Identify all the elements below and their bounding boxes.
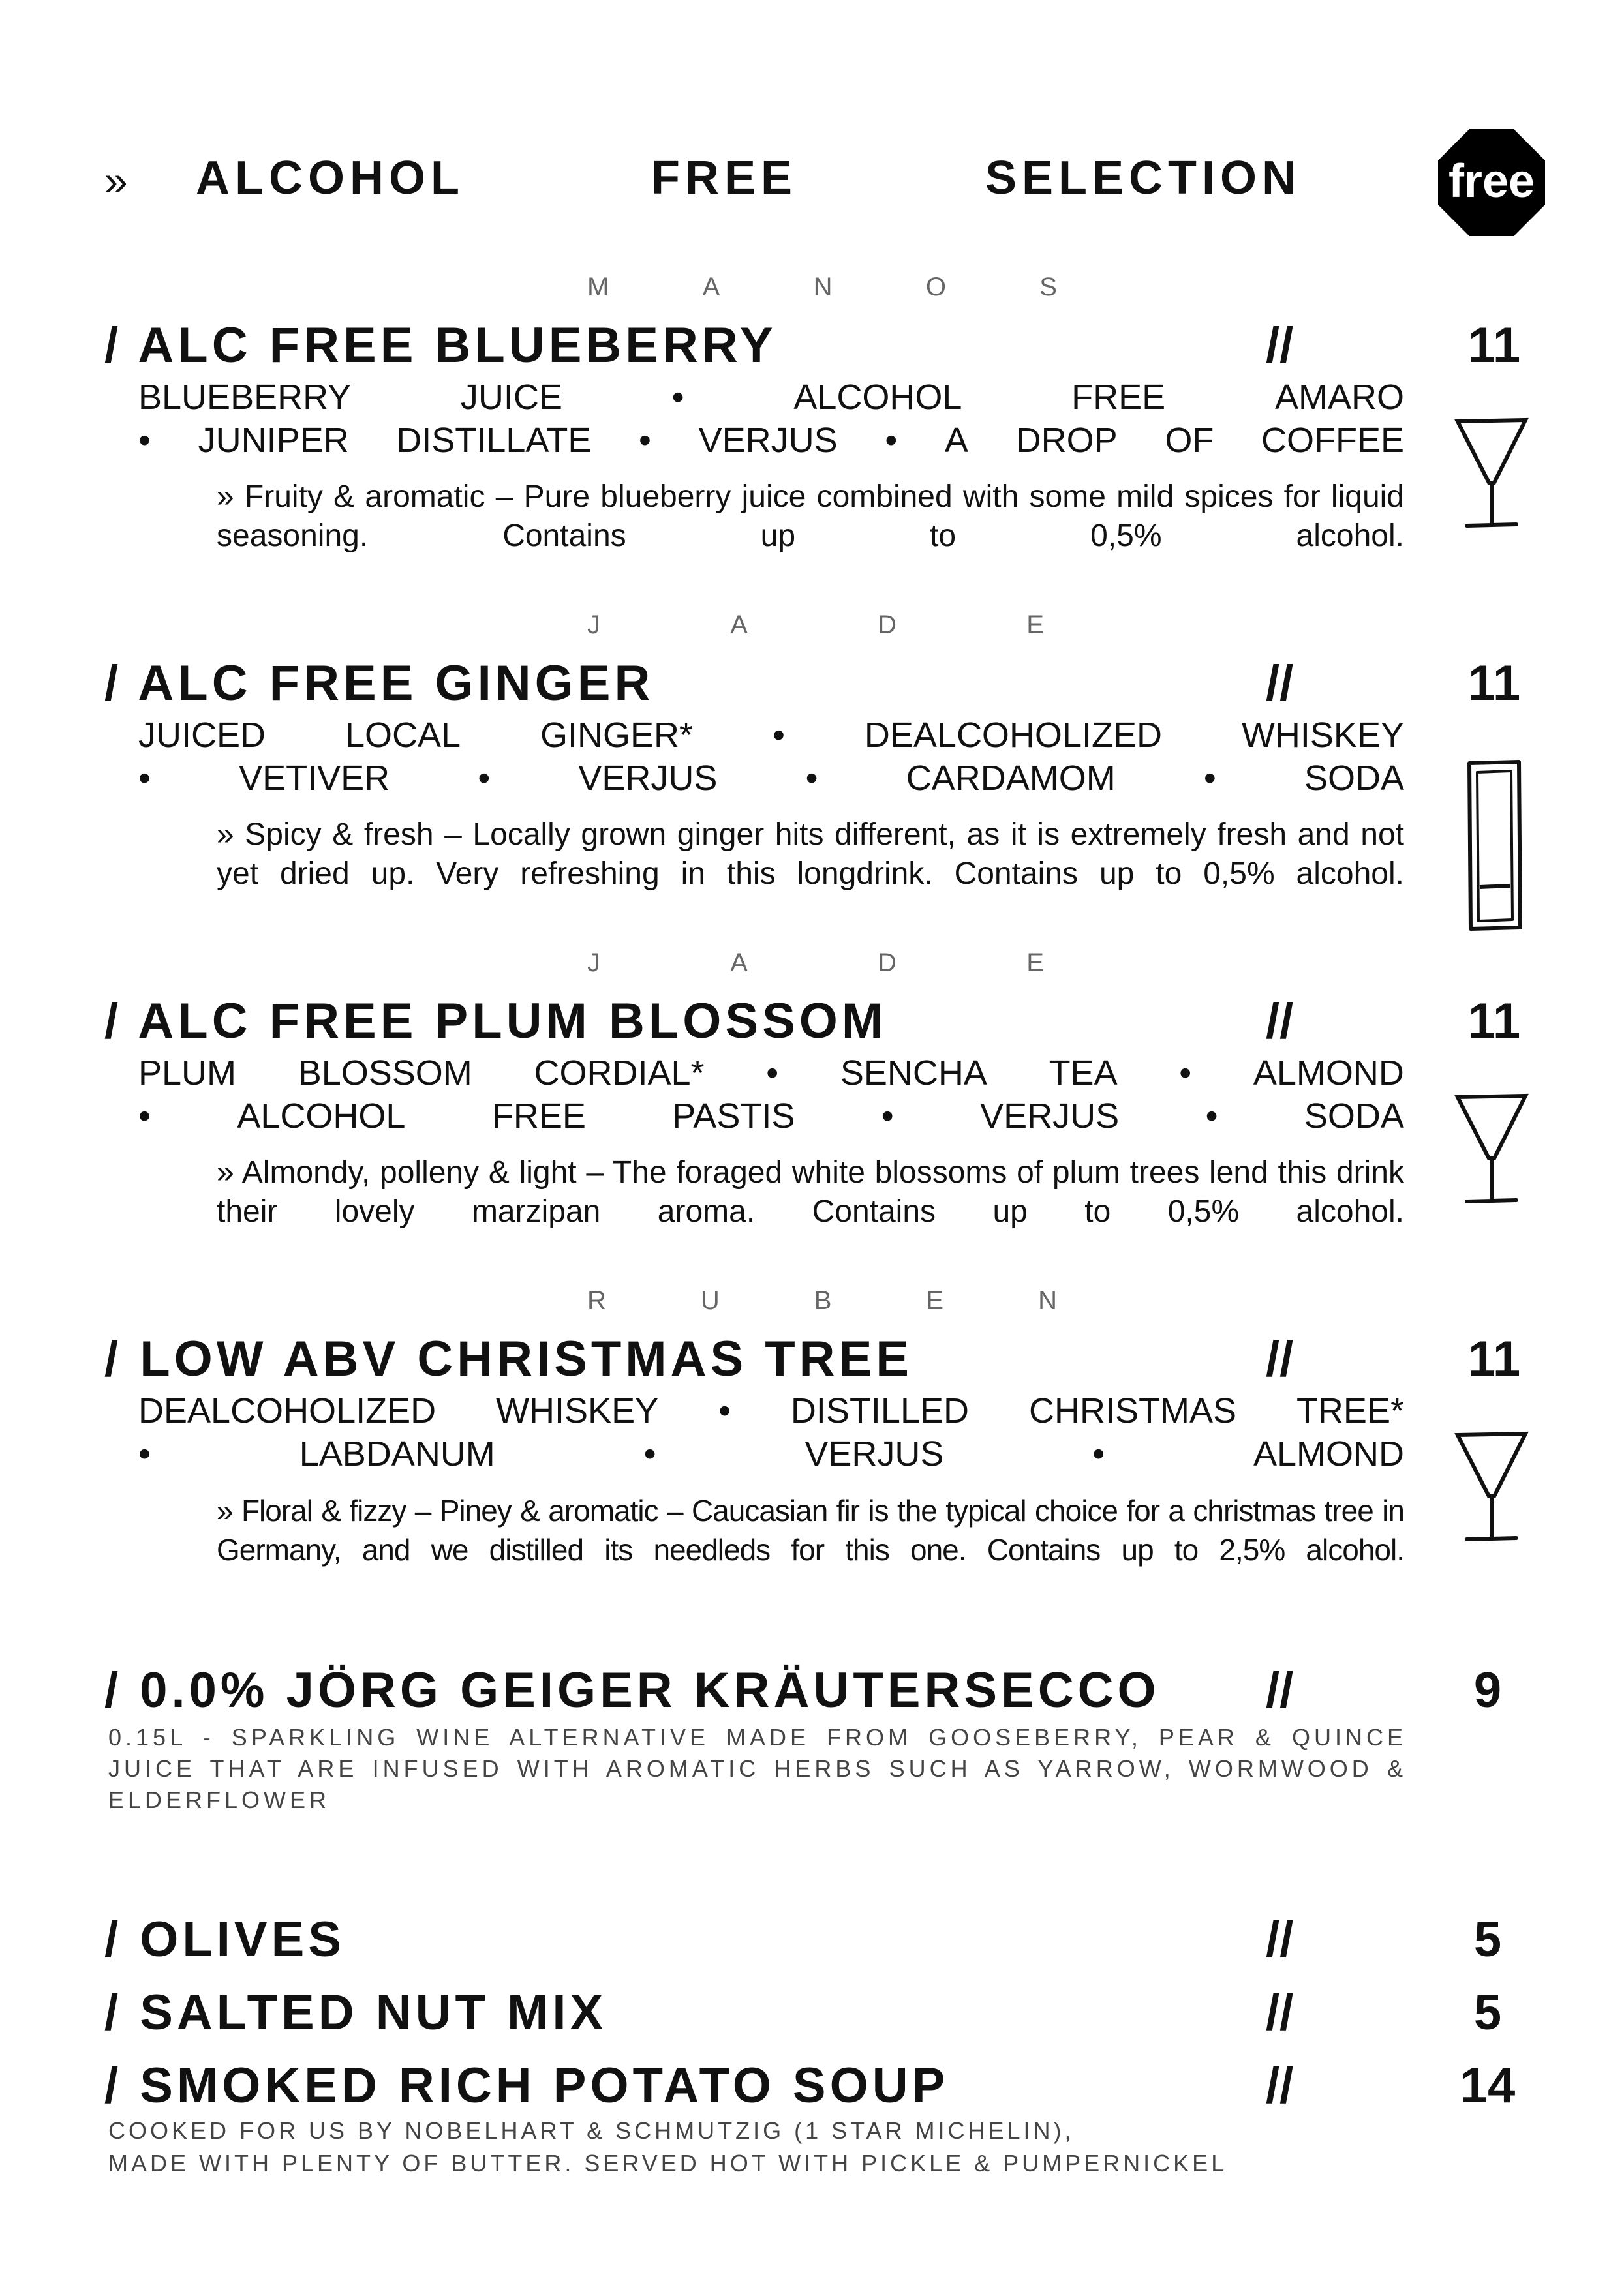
highball-glass-icon: [1463, 757, 1528, 936]
price-separator: //: [1266, 1663, 1294, 1718]
soup-note: [108, 2115, 1227, 2180]
bullet: •: [805, 759, 818, 798]
ingredient: BLOSSOM: [298, 1053, 472, 1093]
bartender-letter: E: [926, 1286, 944, 1315]
bullet: •: [671, 378, 684, 417]
bartender-letter: E: [1026, 611, 1044, 639]
ingredient: DISTILLATE: [396, 421, 592, 460]
snack-title-nut-mix: / SALTED NUT MIX: [104, 1985, 607, 2040]
ingredient: CORDIAL*: [534, 1053, 705, 1093]
header-arrow: »: [104, 157, 128, 204]
bullet: •: [639, 421, 651, 460]
cocktail-description-2: » Spicy & fresh – Locally grown ginger hits different, as it is extremely fresh and not yet dried up. Very refreshing in this longdrink. Contains up to 0,5% alcohol.: [217, 817, 1404, 891]
ingredient: WHISKEY: [496, 1391, 659, 1430]
bartender-name-1: [587, 273, 1057, 302]
ingredient: VERJUS: [804, 1434, 944, 1473]
bullet: •: [643, 1434, 656, 1473]
ingredient: LABDANUM: [299, 1434, 495, 1473]
cocktail-price-1: 11: [1467, 318, 1521, 373]
bullet: •: [1179, 1053, 1192, 1093]
bullet: •: [478, 759, 491, 798]
price-separator: //: [1266, 1985, 1294, 2040]
ingredients-row-2b: [138, 758, 1404, 798]
bartender-letter: E: [1026, 948, 1044, 977]
ingredient: OF: [1165, 421, 1214, 460]
ingredient: GINGER*: [540, 716, 694, 755]
cocktail-title-2: / ALC FREE GINGER: [104, 656, 654, 711]
secco-title: / 0.0% JÖRG GEIGER KRÄUTERSECCO: [104, 1663, 1160, 1718]
ingredient: DROP: [1015, 421, 1118, 460]
price-separator: //: [1266, 318, 1294, 373]
ingredient: VERJUS: [980, 1096, 1120, 1136]
snack-title-potato-soup: / SMOKED RICH POTATO SOUP: [104, 2058, 949, 2113]
ingredient: TREE*: [1296, 1391, 1404, 1430]
ingredient: DEALCOHOLIZED: [864, 716, 1162, 755]
bullet: •: [773, 716, 785, 755]
ingredient: ALMOND: [1253, 1053, 1404, 1093]
ingredient: PASTIS: [672, 1096, 795, 1136]
bartender-letter: D: [878, 948, 897, 977]
martini-glass-icon: [1452, 1428, 1531, 1549]
ingredients-row-3b: [138, 1096, 1404, 1136]
ingredient: FREE: [1071, 378, 1166, 417]
ingredient: PLUM: [138, 1053, 237, 1093]
ingredients-row-1b: [138, 420, 1404, 461]
bullet: •: [1205, 1096, 1218, 1136]
bartender-letter: J: [587, 948, 600, 977]
bartender-letter: A: [702, 273, 720, 301]
martini-glass-icon: [1452, 1091, 1531, 1211]
bartender-letter: N: [813, 273, 833, 301]
ingredients-row-3a: [138, 1053, 1404, 1093]
bullet: •: [1203, 759, 1216, 798]
price-separator: //: [1266, 993, 1294, 1049]
bartender-letter: M: [587, 273, 609, 301]
bartender-name-2: [587, 611, 1044, 640]
bullet: •: [138, 1096, 151, 1136]
free-badge-text: free: [1448, 155, 1535, 207]
ingredient: ALCOHOL: [793, 378, 962, 417]
cocktail-price-2: 11: [1467, 656, 1521, 711]
ingredient: SENCHA: [840, 1053, 987, 1093]
ingredient: ALCOHOL: [237, 1096, 406, 1136]
ingredient: BLUEBERRY: [138, 378, 352, 417]
price-separator: //: [1266, 1912, 1294, 1967]
ingredient: DISTILLED: [790, 1391, 970, 1430]
bartender-letter: B: [814, 1286, 832, 1315]
ingredient: JUICE: [460, 378, 562, 417]
ingredient: ALMOND: [1253, 1434, 1404, 1473]
price-separator: //: [1266, 2058, 1294, 2113]
bullet: •: [718, 1391, 731, 1430]
ingredient: CHRISTMAS: [1028, 1391, 1236, 1430]
bartender-letter: A: [730, 611, 748, 639]
soup-note-line-2: MADE WITH PLENTY OF BUTTER. SERVED HOT WITH PICKLE & PUMPERNICKEL: [108, 2150, 1228, 2177]
bartender-letter: O: [925, 273, 946, 301]
ingredient: COFFEE: [1261, 421, 1404, 460]
ingredient: JUICED: [138, 716, 266, 755]
ingredient: DEALCOHOLIZED: [138, 1391, 437, 1430]
bartender-name-4: [587, 1286, 1057, 1316]
free-badge-icon: [1438, 129, 1545, 236]
snack-price-olives: 5: [1473, 1912, 1502, 1967]
ingredient: TEA: [1049, 1053, 1118, 1093]
bullet: •: [138, 1434, 151, 1473]
ingredient: VERJUS: [698, 421, 838, 460]
cocktail-description-3: » Almondy, polleny & light – The foraged white blossoms of plum trees lend this drink their lovely marzipan aroma. Contains up to 0,5% alcohol.: [217, 1155, 1404, 1229]
bartender-letter: U: [700, 1286, 720, 1315]
price-separator: //: [1266, 1331, 1294, 1387]
cocktail-title-1: / ALC FREE BLUEBERRY: [104, 318, 777, 373]
ingredient: CARDAMOM: [906, 759, 1116, 798]
ingredient: AMARO: [1274, 378, 1404, 417]
cocktail-price-3: 11: [1467, 993, 1521, 1049]
bartender-letter: S: [1039, 273, 1057, 301]
bullet: •: [1092, 1434, 1105, 1473]
ingredient: JUNIPER: [198, 421, 349, 460]
ingredient: SODA: [1304, 759, 1404, 798]
bartender-letter: A: [730, 948, 748, 977]
ingredients-row-4b: [138, 1434, 1404, 1474]
ingredient: A: [944, 421, 968, 460]
bullet: •: [138, 421, 151, 460]
secco-description: 0.15L - SPARKLING WINE ALTERNATIVE MADE FROM GOOSEBERRY, PEAR & QUINCE JUICE THAT ARE INFUSED WITH AROMATIC HERBS SUCH AS YARROW, WORMWOOD & ELDERFLOWER: [108, 1724, 1407, 1813]
bullet: •: [885, 421, 898, 460]
bartender-letter: R: [587, 1286, 606, 1315]
cocktail-title-3: / ALC FREE PLUM BLOSSOM: [104, 993, 887, 1049]
ingredient: FREE: [491, 1096, 586, 1136]
ingredient: LOCAL: [345, 716, 461, 755]
snack-price-potato-soup: 14: [1460, 2058, 1516, 2113]
bartender-letter: J: [587, 611, 600, 639]
ingredients-row-1a: [138, 377, 1404, 417]
ingredient: SODA: [1304, 1096, 1404, 1136]
secco-price: 9: [1473, 1663, 1502, 1718]
header-word-alcohol: ALCOHOL: [196, 152, 465, 204]
cocktail-price-4: 11: [1467, 1331, 1521, 1387]
price-separator: //: [1266, 656, 1294, 711]
ingredient: VETIVER: [239, 759, 390, 798]
cocktail-description-4: » Floral & fizzy – Piney & aromatic – Caucasian fir is the typical choice for a christmas tree in Germany, and we distilled its needleds for this one. Contains up to 2,5% alcohol.: [217, 1494, 1404, 1567]
cocktail-description-1: » Fruity & aromatic – Pure blueberry juice combined with some mild spices for liquid seasoning. Contains up to 0,5% alcohol.: [217, 479, 1404, 553]
header-word-selection: SELECTION: [985, 152, 1302, 204]
martini-glass-icon: [1452, 415, 1531, 536]
soup-note-line-1: COOKED FOR US BY NOBELHART & SCHMUTZIG (1 STAR MICHELIN),: [108, 2117, 1075, 2144]
bartender-name-3: [587, 948, 1044, 978]
ingredient: VERJUS: [578, 759, 718, 798]
bartender-letter: N: [1038, 1286, 1057, 1315]
header-word-free: FREE: [651, 152, 798, 204]
snack-title-olives: / OLIVES: [104, 1912, 345, 1967]
bullet: •: [138, 759, 151, 798]
bartender-letter: D: [878, 611, 897, 639]
ingredients-row-2a: [138, 715, 1404, 755]
cocktail-title-4: / LOW ABV CHRISTMAS TREE: [104, 1331, 913, 1387]
ingredient: WHISKEY: [1241, 716, 1404, 755]
ingredients-row-4a: [138, 1391, 1404, 1431]
bullet: •: [881, 1096, 894, 1136]
snack-price-nut-mix: 5: [1473, 1985, 1502, 2040]
bullet: •: [766, 1053, 779, 1093]
